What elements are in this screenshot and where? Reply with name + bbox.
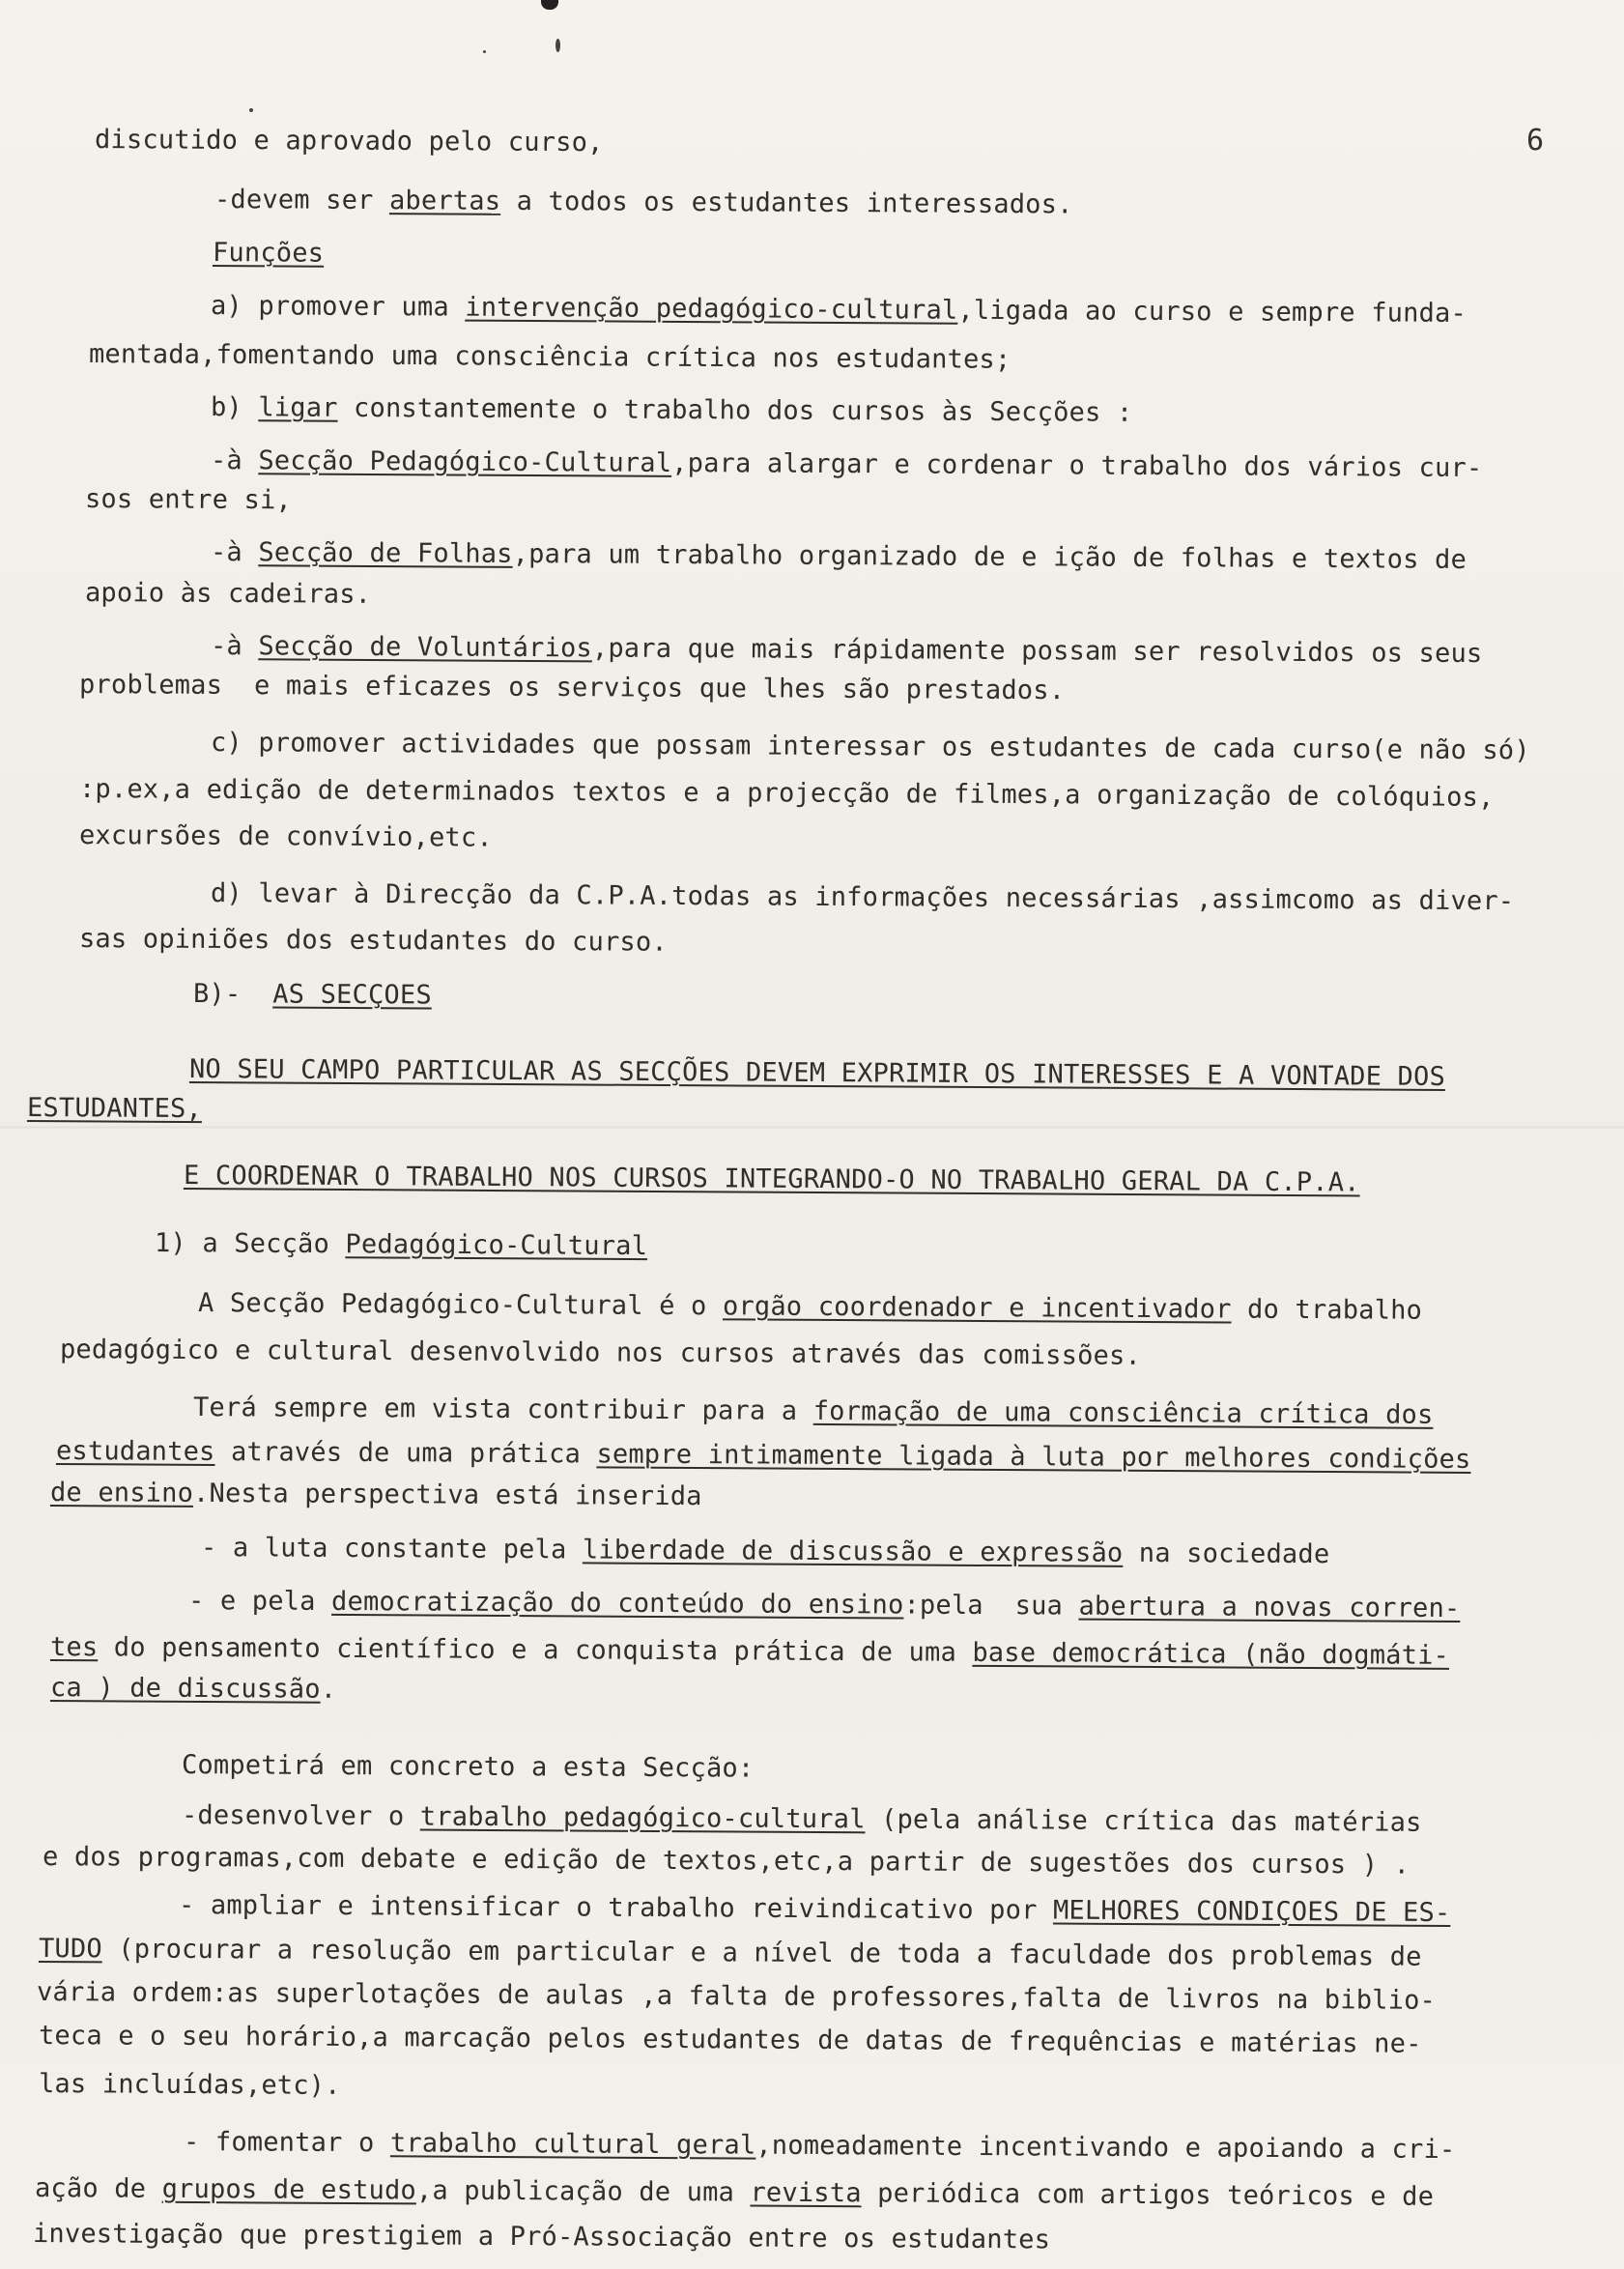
text-segment: -devem ser bbox=[214, 185, 390, 216]
underlined-text: revista bbox=[750, 2177, 862, 2209]
text-segment: pedagógico e cultural desenvolvido nos cursos através das comissões. bbox=[59, 1335, 1142, 1371]
text-line bbox=[211, 727, 1530, 767]
text-segment: e dos programas,com debate e edição de textos,etc,a partir de sugestões dos cursos ) . bbox=[42, 1842, 1410, 1881]
text-segment: ,para alargar e cordenar o trabalho dos vários cur- bbox=[671, 447, 1483, 484]
underlined-text: abertura a novas corren- bbox=[1078, 1591, 1461, 1624]
text-segment: - a luta constante pela bbox=[200, 1533, 584, 1565]
underlined-text: intervenção pedagógico-cultural bbox=[465, 292, 958, 326]
text-segment: teca e o seu horário,a marcação pelos estudantes de datas de frequências e matérias ne- bbox=[38, 2021, 1422, 2059]
text-segment: -à bbox=[210, 445, 259, 476]
text-line bbox=[189, 1053, 1445, 1094]
underlined-text: trabalho cultural geral bbox=[389, 2128, 756, 2161]
text-line bbox=[89, 338, 1011, 377]
text-segment: vária ordem:as superlotações de aulas ,a falta de professores,falta de livros na biblio- bbox=[36, 1977, 1437, 2016]
underlined-text: base democrática (não dogmáti- bbox=[972, 1637, 1450, 1671]
text-line bbox=[39, 2068, 341, 2103]
text-line bbox=[85, 577, 371, 612]
text-segment: na sociedade bbox=[1123, 1537, 1330, 1570]
text-segment: ,nomeadamente incentivando e apoiando a cri- bbox=[755, 2130, 1456, 2166]
text-segment: A Secção Pedagógico-Cultural é o bbox=[197, 1288, 724, 1322]
text-segment: - ampliar e intensificar o trabalho reivindicativo por bbox=[178, 1890, 1054, 1926]
text-segment: ,para um trabalho organizado de e ição de folhas e textos de bbox=[512, 538, 1467, 575]
text-segment: ,a publicação de uma bbox=[415, 2175, 751, 2208]
text-line bbox=[193, 978, 432, 1013]
text-segment: - e pela bbox=[187, 1586, 332, 1617]
underlined-text: trabalho pedagógico-cultural bbox=[419, 1801, 866, 1835]
text-line bbox=[211, 536, 1467, 577]
ink-speck bbox=[249, 108, 253, 112]
underlined-text: sempre intimamente ligada à luta por melhores condições bbox=[596, 1439, 1471, 1475]
text-line bbox=[211, 391, 1133, 430]
text-line bbox=[155, 1227, 647, 1263]
text-segment: ,ligada ao curso e sempre funda- bbox=[957, 295, 1467, 329]
text-segment: -à bbox=[210, 631, 259, 662]
text-segment: B)- bbox=[192, 979, 273, 1010]
text-segment: d) levar à Direcção da C.P.A.todas as informações necessárias ,assimcomo as diver- bbox=[210, 878, 1515, 917]
underlined-text: orgão coordenador e incentivador bbox=[722, 1291, 1232, 1325]
text-segment: - fomentar o bbox=[183, 2127, 391, 2159]
text-line bbox=[27, 1092, 202, 1126]
text-segment: b) bbox=[210, 392, 259, 423]
text-segment: apoio às cadeiras. bbox=[84, 578, 372, 610]
underlined-text: liberdade de discussão e expressão bbox=[582, 1535, 1124, 1568]
text-line bbox=[85, 483, 292, 517]
text-segment: através de uma prática bbox=[214, 1437, 597, 1470]
text-segment: c) promover actividades que possam interessar os estudantes de cada curso(e não só) bbox=[210, 728, 1530, 766]
underlined-text: ligar bbox=[258, 392, 338, 423]
text-line bbox=[211, 290, 1467, 330]
underlined-text: tes bbox=[49, 1632, 99, 1663]
text-line bbox=[79, 669, 1065, 707]
text-segment: constantemente o trabalho dos cursos às Secções : bbox=[337, 392, 1133, 428]
underlined-text: grupos de estudo bbox=[161, 2173, 417, 2206]
text-segment: a todos os estudantes interessados. bbox=[500, 186, 1073, 220]
text-line bbox=[198, 1287, 1422, 1328]
underlined-text: NO SEU CAMPO PARTICULAR AS SECÇÕES DEVEM EXPRIMIR OS INTERESSES E A VONTADE DOS bbox=[188, 1054, 1446, 1092]
text-segment: Competirá em concreto a esta Secção: bbox=[181, 1750, 755, 1784]
underlined-text: Secção de Voluntários bbox=[258, 631, 593, 664]
underlined-text: ca ) de discussão bbox=[49, 1673, 321, 1705]
text-line bbox=[213, 237, 324, 271]
text-line bbox=[79, 773, 1495, 815]
text-segment: discutido e aprovado pelo curso, bbox=[94, 125, 604, 158]
text-segment: (pela análise crítica das matérias bbox=[865, 1804, 1422, 1838]
text-line bbox=[214, 184, 1073, 221]
underlined-text: ESTUDANTES, bbox=[26, 1093, 203, 1125]
text-segment: problemas e mais eficazes os serviços que lhes são prestados. bbox=[78, 670, 1066, 706]
ink-speck bbox=[556, 39, 560, 52]
underlined-text: Secção Pedagógico-Cultural bbox=[258, 445, 672, 478]
text-segment: las incluídas,etc). bbox=[38, 2069, 341, 2101]
text-line bbox=[35, 2172, 1434, 2214]
text-line bbox=[50, 1477, 702, 1513]
text-line bbox=[201, 1532, 1330, 1571]
text-segment: 1) a Secção bbox=[154, 1228, 346, 1260]
text-line bbox=[211, 445, 1483, 485]
text-segment: do pensamento científico e a conquista prática de uma bbox=[98, 1632, 973, 1668]
text-segment: .Nesta perspectiva está inserida bbox=[193, 1478, 702, 1512]
text-segment: . bbox=[320, 1674, 337, 1705]
underlined-text: MELHORES CONDIÇOES DE ES- bbox=[1052, 1895, 1451, 1929]
text-segment: ,para que mais rápidamente possam ser resolvidos os seus bbox=[591, 633, 1483, 670]
text-line bbox=[56, 1435, 1471, 1477]
underlined-text: Pedagógico-Cultural bbox=[345, 1229, 648, 1262]
text-line bbox=[60, 1334, 1141, 1373]
text-segment: :pela sua bbox=[903, 1590, 1079, 1622]
text-line bbox=[182, 1749, 755, 1786]
text-segment: Terá sempre em vista contribuir para a bbox=[192, 1393, 813, 1426]
underlined-text: formação de uma consciência crítica dos bbox=[812, 1395, 1434, 1430]
text-segment: -à bbox=[210, 537, 259, 568]
text-line bbox=[79, 923, 668, 960]
text-line bbox=[50, 1672, 336, 1707]
text-line bbox=[188, 1585, 1461, 1625]
paper-fold bbox=[0, 1126, 1624, 1129]
text-segment: sos entre si, bbox=[84, 484, 293, 516]
text-segment: periódica com artigos teóricos e de bbox=[861, 2178, 1435, 2212]
text-segment: excursões de convívio,etc. bbox=[78, 820, 493, 853]
text-line bbox=[182, 1799, 1422, 1840]
text-segment: a) promover uma bbox=[210, 291, 466, 323]
text-line bbox=[37, 1976, 1436, 2018]
text-line bbox=[184, 1160, 1360, 1199]
underlined-text: E COORDENAR O TRABALHO NOS CURSOS INTEGRANDO-O NO TRABALHO GERAL DA C.P.A. bbox=[183, 1161, 1360, 1198]
text-line bbox=[179, 1889, 1451, 1930]
text-line bbox=[33, 2218, 1050, 2256]
underlined-text: Secção de Folhas bbox=[258, 537, 513, 569]
text-segment: mentada,fomentando uma consciência crítica nos estudantes; bbox=[88, 339, 1011, 375]
ink-speck bbox=[483, 50, 486, 53]
text-line bbox=[39, 1933, 1422, 1974]
text-line bbox=[193, 1392, 1434, 1432]
text-segment: do trabalho bbox=[1231, 1294, 1423, 1326]
staple-mark bbox=[541, 0, 558, 10]
page-number: 6 bbox=[1526, 124, 1545, 158]
text-segment: -desenvolver o bbox=[181, 1800, 420, 1832]
underlined-text: Funções bbox=[212, 238, 325, 269]
underlined-text: TUDO bbox=[38, 1934, 102, 1965]
text-line bbox=[50, 1631, 1449, 1673]
text-line bbox=[95, 124, 604, 159]
underlined-text: estudantes bbox=[55, 1436, 215, 1468]
text-segment: ação de bbox=[34, 2173, 162, 2204]
text-line bbox=[211, 630, 1483, 671]
text-line bbox=[211, 877, 1515, 918]
underlined-text: abertas bbox=[388, 186, 501, 216]
text-segment: investigação que prestigiem a Pró-Associação entre os estudantes bbox=[32, 2219, 1051, 2255]
text-line bbox=[184, 2126, 1456, 2167]
text-segment: sas opiniões dos estudantes do curso. bbox=[78, 924, 668, 958]
underlined-text: de ensino bbox=[49, 1478, 194, 1508]
text-line bbox=[39, 2020, 1422, 2061]
text-segment: (procurar a resolução em particular e a nível de toda a faculdade dos problemas de bbox=[101, 1934, 1422, 1972]
underlined-text: democratização do conteúdo do ensino bbox=[331, 1586, 904, 1621]
underlined-text: AS SECÇOES bbox=[272, 979, 432, 1011]
text-segment: :p.ex,a edição de determinados textos e a projecção de filmes,a organização de colóquios, bbox=[78, 774, 1495, 813]
text-line bbox=[43, 1841, 1410, 1882]
text-line bbox=[79, 819, 493, 855]
